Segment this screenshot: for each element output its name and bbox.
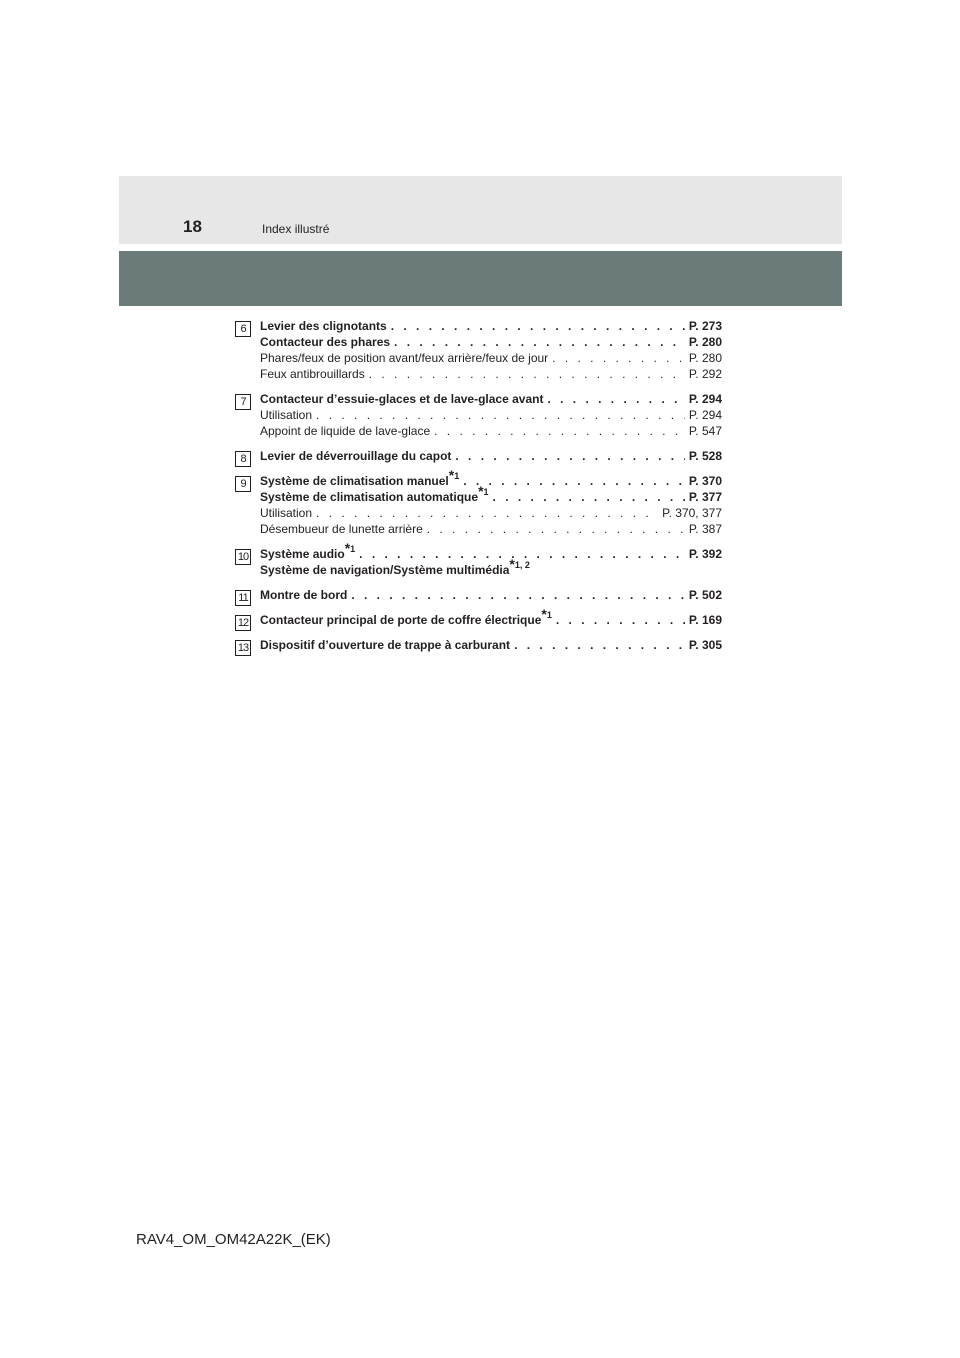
page-reference[interactable]: P. 502 <box>688 588 722 602</box>
item-number-marker: 7 <box>235 394 251 410</box>
dot-leader <box>493 490 685 504</box>
header-band <box>119 176 842 244</box>
index-entry[interactable] <box>260 506 722 522</box>
index-entry[interactable] <box>260 522 722 538</box>
page-reference[interactable]: P. 280 <box>688 335 722 349</box>
item-number-marker: 12 <box>235 615 251 631</box>
index-group <box>235 588 727 604</box>
index-entry[interactable] <box>260 392 722 408</box>
entry-label: Contacteur d’essuie-glaces et de lave-glace avant <box>260 392 544 406</box>
dot-leader <box>369 367 685 381</box>
index-group <box>235 638 727 654</box>
index-entry[interactable] <box>260 638 722 654</box>
entry-label: Système de climatisation automatique$^{*1}$ <box>260 483 489 504</box>
item-number-marker: 13 <box>235 640 251 656</box>
page-reference[interactable]: P. 305 <box>688 638 722 652</box>
index-entry[interactable] <box>260 540 722 563</box>
footnote-marker: *1 <box>448 467 460 483</box>
index-entry[interactable] <box>260 449 722 465</box>
entry-label: Dispositif d’ouverture de trappe à carburant <box>260 638 511 652</box>
footnote-marker: *1 <box>478 483 489 499</box>
item-number-marker: 8 <box>235 451 251 467</box>
page-reference[interactable]: P. 528 <box>688 449 722 463</box>
dot-leader <box>359 547 685 561</box>
dot-leader <box>391 319 685 333</box>
index-group <box>235 392 727 440</box>
index-group <box>235 319 727 383</box>
index-entry[interactable] <box>260 606 722 629</box>
index-entry[interactable] <box>260 424 722 440</box>
dot-leader <box>316 408 685 422</box>
page-reference[interactable]: P. 392 <box>688 547 722 561</box>
page-reference[interactable]: P. 292 <box>688 367 722 381</box>
index-group <box>235 606 727 629</box>
entry-label: Levier des clignotants <box>260 319 387 333</box>
entry-label: Contacteur des phares <box>260 335 391 349</box>
entry-label: Système audio$^{*1}$ <box>260 540 356 561</box>
dot-leader <box>547 392 684 406</box>
index-entry[interactable] <box>260 483 722 506</box>
index-entry[interactable] <box>260 588 722 604</box>
index-group <box>235 467 727 538</box>
page-reference[interactable]: P. 547 <box>688 424 722 438</box>
entry-label: Désembueur de lunette arrière <box>260 522 423 536</box>
index-group <box>235 540 727 579</box>
section-title: Index illustré <box>262 222 330 236</box>
page-number: 18 <box>183 217 202 236</box>
entry-label: Feux antibrouillards <box>260 367 365 381</box>
index-entry[interactable] <box>260 319 722 335</box>
item-number-marker: 6 <box>235 321 251 337</box>
page-reference[interactable]: P. 169 <box>688 613 722 627</box>
page-reference[interactable]: P. 377 <box>688 490 722 504</box>
dot-leader <box>463 474 685 488</box>
entry-label: Système de climatisation manuel$^{*1}$ <box>260 467 460 488</box>
footnote-marker: *1 <box>541 606 552 622</box>
index-entry[interactable] <box>260 367 722 383</box>
index-entry[interactable] <box>260 335 722 351</box>
index-entry[interactable] <box>260 408 722 424</box>
dot-leader <box>394 335 685 349</box>
entry-label: Montre de bord <box>260 588 348 602</box>
page-reference[interactable]: P. 370, 377 <box>662 506 722 520</box>
index-entry[interactable] <box>260 351 722 367</box>
index-list <box>235 319 727 663</box>
item-number-marker: 10 <box>235 549 251 565</box>
entry-label: Levier de déverrouillage du capot <box>260 449 452 463</box>
dot-leader <box>455 449 684 463</box>
dot-leader <box>351 588 685 602</box>
dot-leader <box>316 506 658 520</box>
page-reference[interactable]: P. 387 <box>688 522 722 536</box>
dot-leader <box>556 613 685 627</box>
page-reference[interactable]: P. 370 <box>688 474 722 488</box>
dot-leader <box>427 522 685 536</box>
index-entry[interactable] <box>260 556 722 579</box>
entry-label: Appoint de liquide de lave-glace <box>260 424 431 438</box>
entry-label: Utilisation <box>260 506 313 520</box>
dot-leader <box>434 424 685 438</box>
item-number-marker: 11 <box>235 590 251 606</box>
index-entry[interactable] <box>260 467 722 490</box>
header-bar <box>119 251 842 306</box>
index-group <box>235 449 727 465</box>
footnote-marker: *1, 2 <box>509 556 530 572</box>
document-code: RAV4_OM_OM42A22K_(EK) <box>136 1231 331 1248</box>
page-reference[interactable]: P. 294 <box>688 392 722 406</box>
dot-leader <box>552 351 685 365</box>
entry-label: Phares/feux de position avant/feux arrière/feux de jour <box>260 351 549 365</box>
page-reference[interactable]: P. 294 <box>688 408 722 422</box>
footnote-marker: *1 <box>344 540 356 556</box>
item-number-marker: 9 <box>235 476 251 492</box>
page-reference[interactable]: P. 280 <box>688 351 722 365</box>
entry-label: Contacteur principal de porte de coffre électrique$^{*1}$ <box>260 606 552 627</box>
dot-leader <box>514 638 685 652</box>
entry-label: Utilisation <box>260 408 313 422</box>
entry-label: Système de navigation/Système multimédia$^{*1, 2}$ <box>260 556 530 577</box>
page-reference[interactable]: P. 273 <box>688 319 722 333</box>
